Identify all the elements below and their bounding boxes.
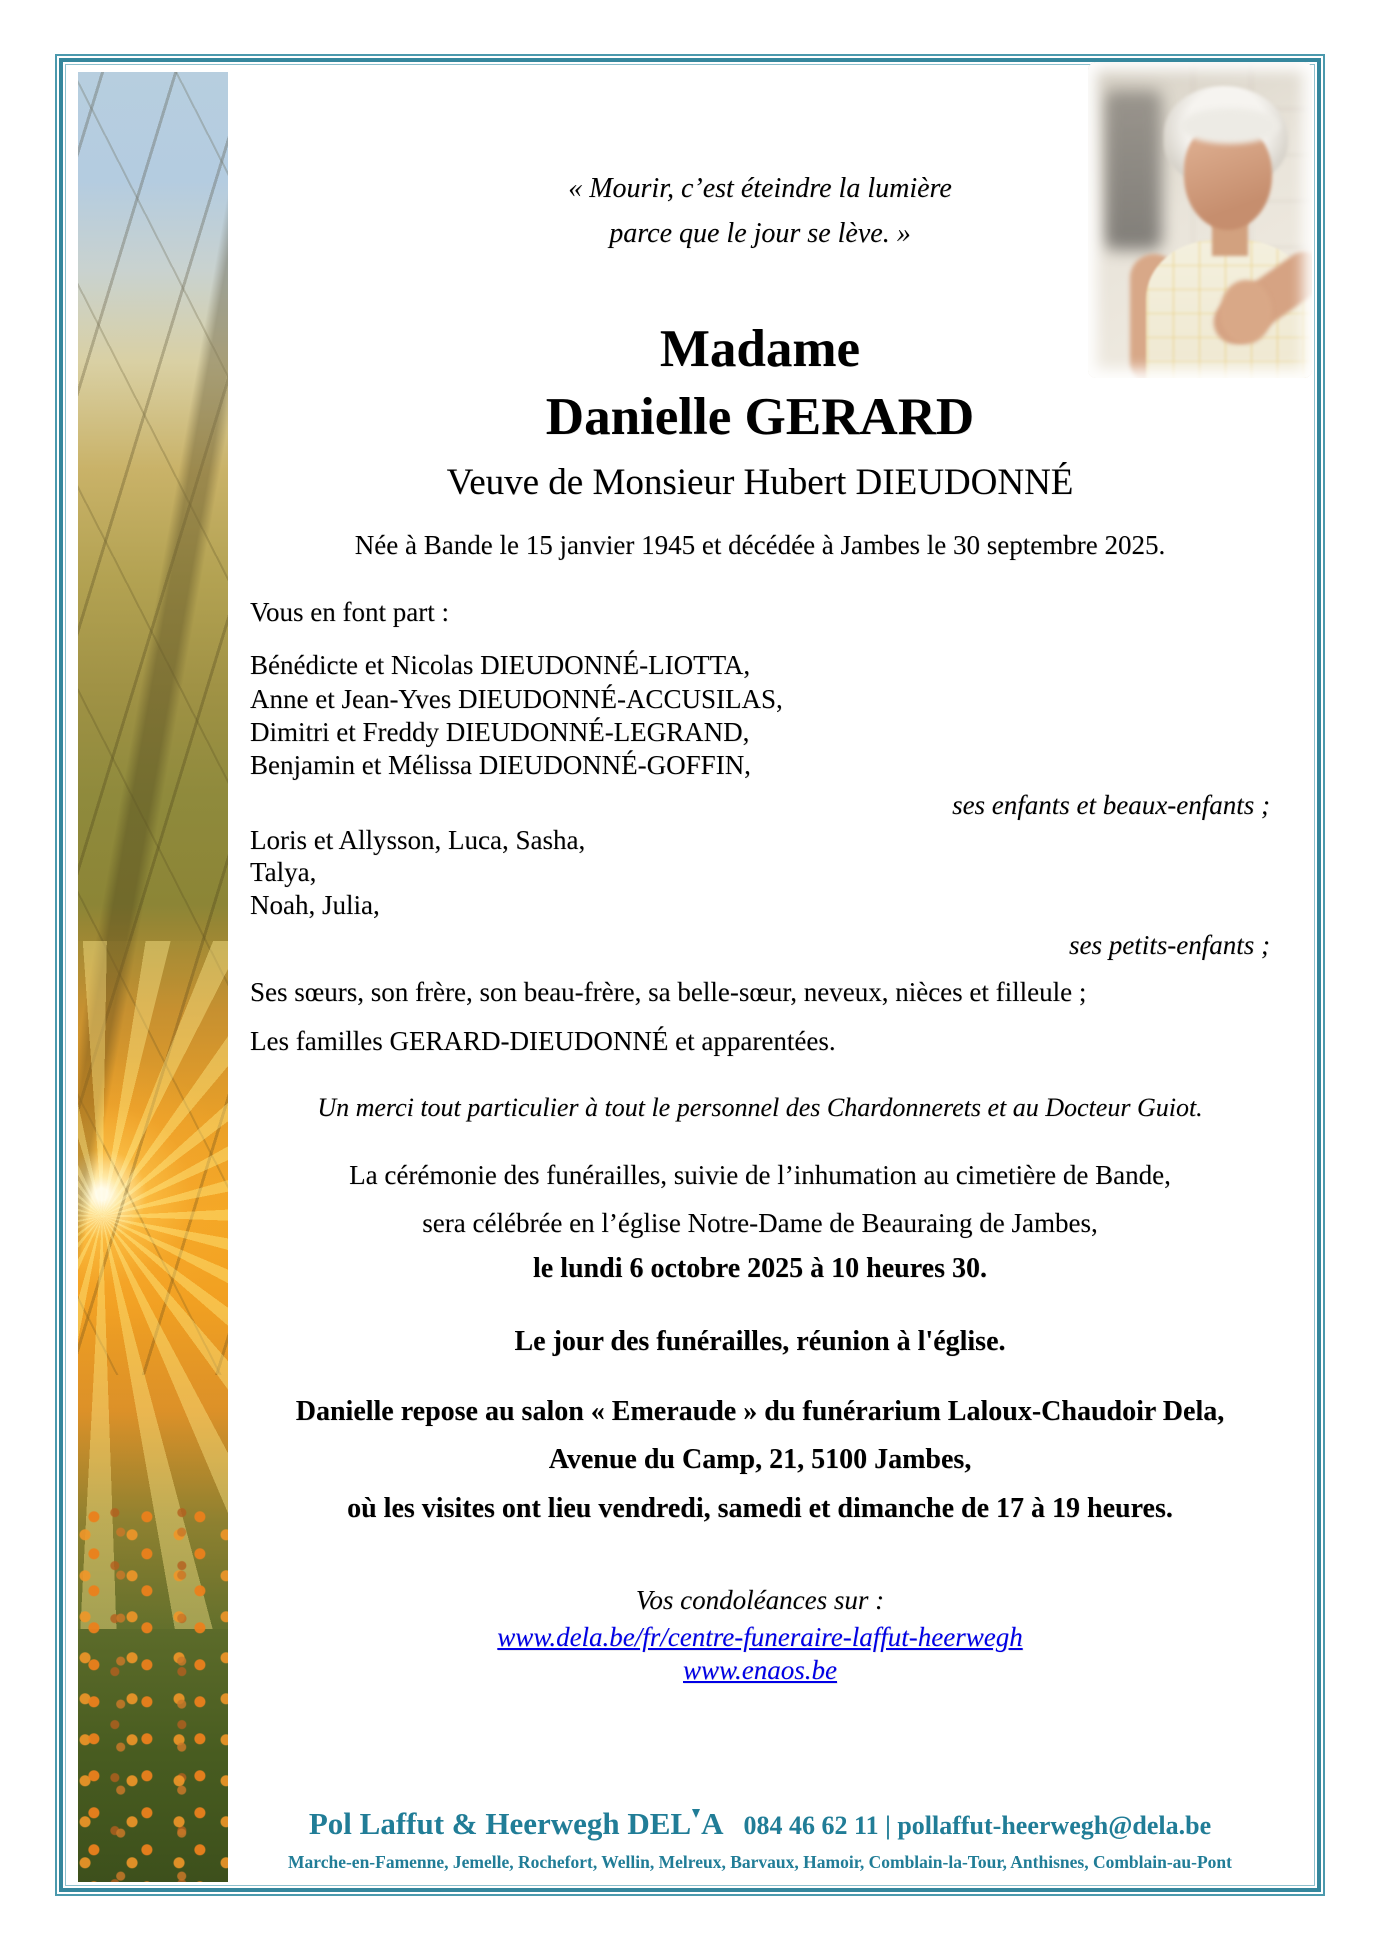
thanks-line: Un merci tout particulier à tout le personnel des Chardonnerets et au Docteur Guiot.: [317, 1093, 1203, 1122]
funeral-home-footer: [250, 1806, 1270, 1848]
footer-phone-email: 084 46 62 11 | pollaffut-heerwegh@dela.be: [743, 1811, 1212, 1840]
families-line: Les familles GERARD-DIEUDONNÉ et apparentées.: [250, 1026, 836, 1056]
condolences-label: Vos condoléances sur :: [635, 1585, 885, 1615]
child-line: Benjamin et Mélissa DIEUDONNÉ-GOFFIN,: [250, 750, 751, 780]
dela-triangle-icon: [692, 1809, 700, 1818]
repose-address-line: Avenue du Camp, 21, 5100 Jambes,: [548, 1444, 972, 1475]
widow-line: Veuve de Monsieur Hubert DIEUDONNÉ: [446, 462, 1074, 503]
announcement-intro: Vous en font part :: [250, 597, 449, 627]
deceased-title: Madame: [659, 320, 861, 378]
condolences-link-enaos[interactable]: www.enaos.be: [683, 1655, 837, 1685]
autumn-photo-strip: [78, 72, 228, 1882]
relatives-line: Ses sœurs, son frère, son beau-frère, sa belle-sœur, neveux, nièces et filleule ;: [250, 977, 1087, 1007]
repose-visits-line: où les visites ont lieu vendredi, samedi et dimanche de 17 à 19 heures.: [347, 1493, 1173, 1524]
ceremony-meeting-line: Le jour des funérailles, réunion à l'église.: [514, 1326, 1006, 1357]
deceased-name: Danielle GERARD: [545, 388, 975, 446]
ceremony-line-1: La cérémonie des funérailles, suivie de l’inhumation au cimetière de Bande,: [349, 1160, 1171, 1190]
condolences-link-wrap-1: [250, 1620, 1270, 1654]
child-line: Anne et Jean-Yves DIEUDONNÉ-ACCUSILAS,: [250, 684, 783, 714]
child-line: Bénédicte et Nicolas DIEUDONNÉ-LIOTTA,: [250, 650, 751, 680]
logo-text-suffix: A: [701, 1806, 724, 1841]
condolences-link-dela[interactable]: www.dela.be/fr/centre-funeraire-laffut-heerwegh: [497, 1622, 1023, 1652]
logo-text-prefix: Pol Laffut & Heerwegh DEL: [308, 1806, 692, 1841]
repose-line-1: Danielle repose au salon « Emeraude » du funérarium Laloux-Chaudoir Dela,: [295, 1396, 1225, 1427]
grandchild-line: Loris et Allysson, Luca, Sasha,: [250, 825, 586, 855]
life-dates-line: Née à Bande le 15 janvier 1945 et décédée à Jambes le 30 septembre 2025.: [354, 530, 1166, 560]
child-line: Dimitri et Freddy DIEUDONNÉ-LEGRAND,: [250, 717, 750, 747]
quote-line-1: « Mourir, c’est éteindre la lumière: [568, 173, 952, 204]
ceremony-line-2: sera célébrée en l’église Notre-Dame de Beauraing de Jambes,: [422, 1208, 1098, 1238]
footer-locations: Marche-en-Famenne, Jemelle, Rochefort, Wellin, Melreux, Barvaux, Hamoir, Comblain-la-Tour, Anthisnes, Comblain-au-Pont: [287, 1852, 1232, 1872]
children-caption: ses enfants et beaux-enfants ;: [952, 790, 1270, 820]
condolences-link-wrap-2: [250, 1653, 1270, 1687]
grandchild-line: Talya,: [250, 857, 317, 887]
grandchild-line: Noah, Julia,: [250, 890, 380, 920]
ceremony-date-line: le lundi 6 octobre 2025 à 10 heures 30.: [533, 1253, 987, 1284]
fallen-leaves-texture: [78, 1502, 228, 1882]
grandchildren-caption: ses petits-enfants ;: [1069, 930, 1270, 960]
funeral-home-logo: [309, 1806, 724, 1842]
quote-line-2: parce que le jour se lève. »: [609, 218, 911, 249]
